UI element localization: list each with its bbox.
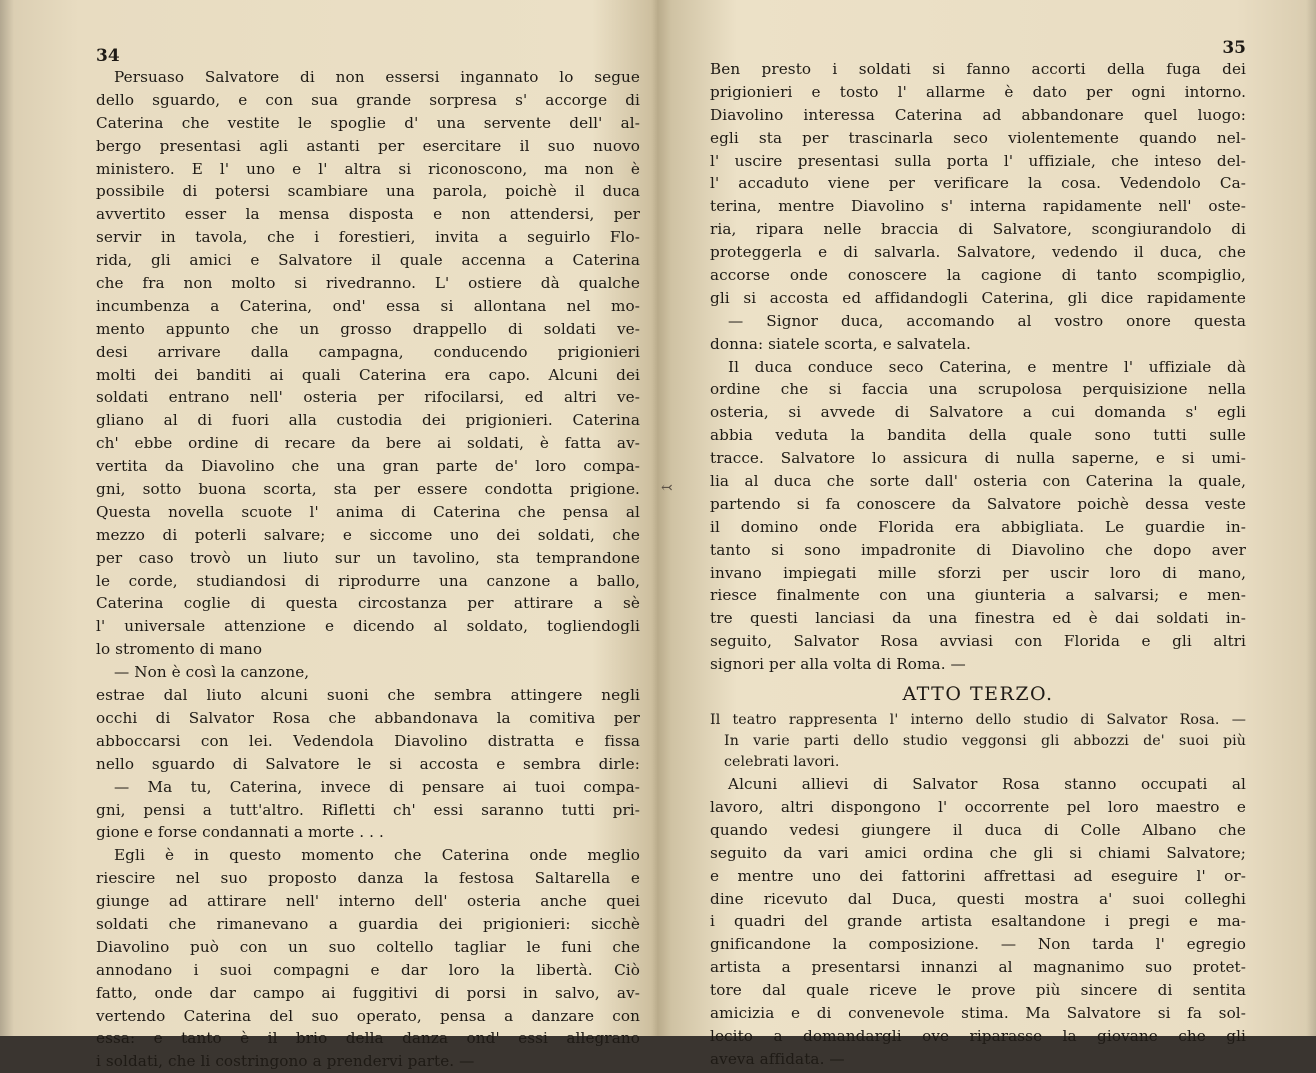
text-line: tanto si sono impadronite di Diavolino che dopo aver xyxy=(710,540,1246,559)
text-line: donna: siatele scorta, e salvatela. xyxy=(710,334,971,353)
text-line: avvertito esser la mensa disposta e non attendersi, per xyxy=(96,205,640,224)
text-line: Diavolino può con un suo coltello tagliar le funi che xyxy=(96,937,640,956)
text-line: — Non è così la canzone, xyxy=(114,663,310,682)
text-line: l' universale attenzione e dicendo al soldato, togliendogli xyxy=(96,617,640,636)
stage-direction-line: In varie parti dello studio veggonsi gli abbozzi de' suoi più xyxy=(724,733,1246,750)
text-line: accorse onde conoscere la cagione di tanto scompiglio, xyxy=(710,266,1246,285)
text-line: vertita da Diavolino che una gran parte de' loro compa- xyxy=(96,457,640,476)
text-line: abbia veduta la bandita della quale sono tutti sulle xyxy=(710,426,1246,445)
text-line: abboccarsi con lei. Vedendola Diavolino distratta e fissa xyxy=(96,731,640,750)
text-line: dine ricevuto dal Duca, questi mostra a' suoi colleghi xyxy=(710,889,1246,908)
text-line: occhi di Salvator Rosa che abbandonava la comitiva per xyxy=(96,708,640,727)
text-line: desi arrivare dalla campagna, conducendo prigionieri xyxy=(96,342,640,361)
text-line: lo stromento di mano xyxy=(96,640,263,659)
text-line: estrae dal liuto alcuni suoni che sembra attingere negli xyxy=(96,686,640,705)
text-line: l' uscire presentasi sulla porta l' uffiziale, che inteso del- xyxy=(710,151,1246,170)
text-line: gli si accosta ed affidandogli Caterina, gli dice rapidamente xyxy=(710,288,1246,307)
text-line: rida, gli amici e Salvatore il quale accenna a Caterina xyxy=(96,251,640,270)
gutter-mark: ↢ xyxy=(661,480,673,496)
text-line: molti dei banditi ai quali Caterina era capo. Alcuni dei xyxy=(96,365,640,384)
text-line: signori per alla volta di Roma. — xyxy=(710,655,966,674)
text-line: tore dal quale riceve le prove più sincere di sentita xyxy=(710,981,1246,1000)
text-line: bergo presentasi agli astanti per esercitare il suo nuovo xyxy=(96,136,640,155)
text-line: soldati entrano nell' osteria per rifocilarsi, ed altri ve- xyxy=(96,388,640,407)
text-line: i soldati, che li costringono a prendervi parte. — xyxy=(96,1052,475,1071)
text-line: soldati che rimanevano a guardia dei prigionieri: sicchè xyxy=(96,914,640,933)
text-line: Diavolino interessa Caterina ad abbandonare quel luogo: xyxy=(710,105,1246,124)
text-line: Ben presto i soldati si fanno accorti della fuga dei xyxy=(710,60,1246,78)
text-line: — Signor duca, accomando al vostro onore questa xyxy=(728,311,1246,330)
text-line: possibile di potersi scambiare una parola, poichè il duca xyxy=(96,182,640,201)
right-page-body-bottom xyxy=(710,773,1246,1071)
text-line: giunge ad attirare nell' interno dell' osteria anche quei xyxy=(96,892,640,911)
text-line: artista a presentarsi innanzi al magnanimo suo protet- xyxy=(710,958,1246,977)
text-line: ria, ripara nelle braccia di Salvatore, scongiurandolo di xyxy=(710,220,1246,239)
text-line: Alcuni allievi di Salvator Rosa stanno occupati al xyxy=(728,775,1246,794)
text-line: i quadri del grande artista esaltandone i pregi e ma- xyxy=(710,912,1246,931)
text-line: ordine che si faccia una scrupolosa perquisizione nella xyxy=(710,380,1246,399)
text-line: Persuaso Salvatore di non essersi ingannato lo segue xyxy=(114,68,640,86)
act-title: ATTO TERZO. xyxy=(902,683,1054,706)
text-line: terina, mentre Diavolino s' interna rapidamente nell' oste- xyxy=(710,197,1246,216)
text-line: partendo si fa conoscere da Salvatore poichè dessa veste xyxy=(710,494,1246,513)
text-line: seguito, Salvator Rosa avviasi con Florida e gli altri xyxy=(710,632,1246,651)
text-line: Caterina coglie di questa circostanza per attirare a sè xyxy=(96,594,640,613)
text-line: — Ma tu, Caterina, invece di pensare ai tuoi compa- xyxy=(114,777,640,796)
text-line: servir in tavola, che i forestieri, invita a seguirlo Flo- xyxy=(96,228,640,247)
text-line: dello sguardo, e con sua grande sorpresa s' accorge di xyxy=(96,90,640,109)
text-line: mento appunto che un grosso drappello di soldati ve- xyxy=(96,319,640,338)
text-line: mezzo di poterli salvare; e siccome uno dei soldati, che xyxy=(96,525,640,544)
stage-direction-line: celebrati lavori. xyxy=(724,754,840,771)
text-line: lecito a domandargli ove riparasse la giovane che gli xyxy=(710,1026,1246,1045)
text-line: riescire nel suo proposto danza la festosa Saltarella e xyxy=(96,869,640,888)
text-line: essa: e tanto è il brio della danza ond' essi allegrano xyxy=(96,1029,640,1048)
text-line: amicizia e di convenevole stima. Ma Salvatore si fa sol- xyxy=(710,1003,1246,1022)
text-line: il domino onde Florida era abbigliata. Le guardie in- xyxy=(710,517,1246,536)
text-line: lia al duca che sorte dall' osteria con Caterina la quale, xyxy=(710,472,1246,491)
right-page-number: 35 xyxy=(1222,38,1246,58)
left-page-body xyxy=(96,66,640,1073)
text-line: proteggerla e di salvarla. Salvatore, vedendo il duca, che xyxy=(710,243,1246,262)
text-line: l' accaduto viene per verificare la cosa. Vedendolo Ca- xyxy=(710,174,1246,193)
left-page-number: 34 xyxy=(96,46,120,66)
text-line: osteria, si avvede di Salvatore a cui domanda s' egli xyxy=(710,403,1246,422)
text-line: le corde, studiandosi di riprodurre una canzone a ballo, xyxy=(96,571,640,590)
text-line: egli sta per trascinarla seco violentemente quando nel- xyxy=(710,128,1246,147)
right-page xyxy=(658,0,1316,1068)
stage-direction-line: Il teatro rappresenta l' interno dello studio di Salvator Rosa. — xyxy=(710,712,1246,729)
stage-direction xyxy=(710,710,1246,773)
text-line: gione e forse condannati a morte . . . xyxy=(96,823,384,842)
text-line: tracce. Salvatore lo assicura di nulla saperne, e si umi- xyxy=(710,449,1246,468)
text-line: riesce finalmente con una giunteria a salvarsi; e men- xyxy=(710,586,1246,605)
text-line: tre questi lanciasi da una finestra ed è dai soldati in- xyxy=(710,609,1246,628)
text-line: Egli è in questo momento che Caterina onde meglio xyxy=(114,846,640,865)
text-line: gni, sotto buona scorta, sta per essere condotta prigione. xyxy=(96,480,640,499)
text-line: ministero. E l' uno e l' altra si riconoscono, ma non è xyxy=(96,159,640,178)
text-line: Questa novella scuote l' anima di Caterina che pensa al xyxy=(96,502,640,521)
text-line: nello sguardo di Salvatore le si accosta e sembra dirle: xyxy=(96,754,640,773)
text-line: prigionieri e tosto l' allarme è dato per ogni intorno. xyxy=(710,82,1246,101)
text-line: Il duca conduce seco Caterina, e mentre l' uffiziale dà xyxy=(728,357,1246,376)
text-line: gnificandone la composizione. — Non tarda l' egregio xyxy=(710,935,1246,954)
text-line: seguito da vari amici ordina che gli si chiami Salvatore; xyxy=(710,843,1246,862)
text-line: che fra non molto si rivedranno. L' ostiere dà qualche xyxy=(96,274,640,293)
text-line: fatto, onde dar campo ai fuggitivi di porsi in salvo, av- xyxy=(96,983,640,1002)
text-line: incumbenza a Caterina, ond' essa si allontana nel mo- xyxy=(96,296,640,315)
text-line: Caterina che vestite le spoglie d' una servente dell' al- xyxy=(96,113,640,132)
text-line: invano impiegati mille sforzi per uscir loro di mano, xyxy=(710,563,1246,582)
text-line: vertendo Caterina del suo operato, pensa a danzare con xyxy=(96,1006,640,1025)
text-line: e mentre uno dei fattorini affrettasi ad eseguire l' or- xyxy=(710,866,1246,885)
text-line: lavoro, altri dispongono l' occorrente pel loro maestro e xyxy=(710,797,1246,816)
text-line: gliano al di fuori alla custodia dei prigionieri. Caterina xyxy=(96,411,640,430)
right-page-body-top xyxy=(710,58,1246,676)
text-line: gni, pensi a tutt'altro. Rifletti ch' essi saranno tutti pri- xyxy=(96,800,640,819)
text-line: aveva affidata. — xyxy=(710,1049,845,1068)
left-page xyxy=(0,0,658,1071)
text-line: ch' ebbe ordine di recare da bere ai soldati, è fatta av- xyxy=(96,434,640,453)
text-line: quando vedesi giungere il duca di Colle Albano che xyxy=(710,820,1246,839)
text-line: annodano i suoi compagni e dar loro la libertà. Ciò xyxy=(96,960,640,979)
text-line: per caso trovò un liuto sur un tavolino, sta temprandone xyxy=(96,548,640,567)
